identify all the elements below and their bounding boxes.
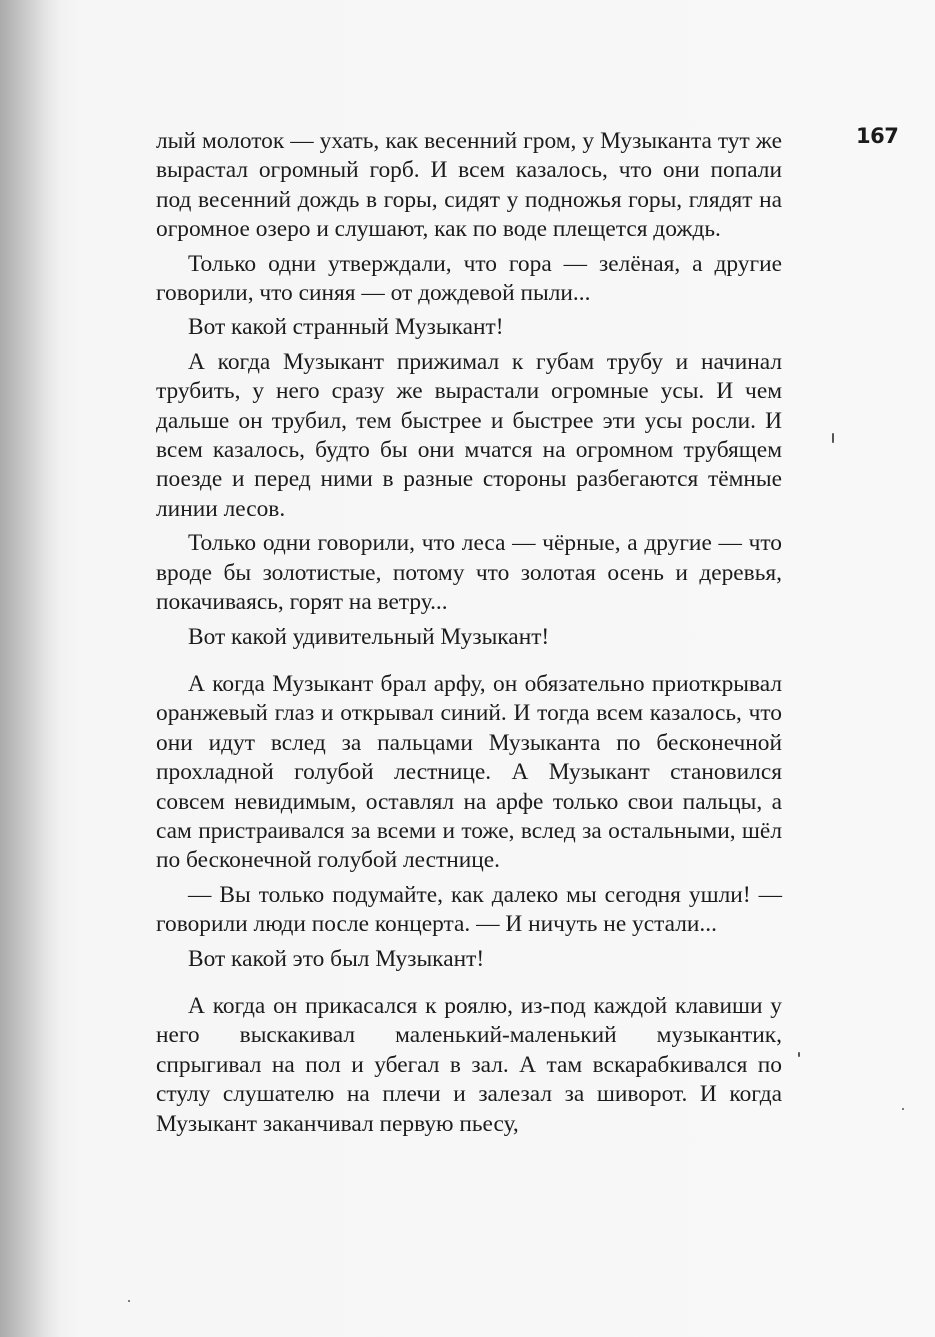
- paragraph: А когда Музыкант прижимал к губам трубу и начинал трубить, у него сразу же вырастали огромные усы. И чем дальше он трубил, тем быстрее и быстрее эти усы росли. И всем казалось, будто бы они мчатся на огромном трубящем поезде и перед ними в разные стороны разбегаются тёмные линии лесов.: [156, 348, 782, 522]
- scan-speck: [798, 1052, 800, 1057]
- paragraph: Только одни утверждали, что гора — зелёная, а другие говорили, что синяя — от дождевой пыли...: [156, 250, 782, 307]
- paragraph: лый молоток — ухать, как весенний гром, у Музыканта тут же вырастал огромный горб. И всем казалось, что они попали под весенний дождь в горы, сидят у подножья горы, глядят на огромное озеро и слушают, как по воде плещется дождь.: [156, 128, 782, 243]
- paragraph: Вот какой это был Музыкант!: [188, 945, 485, 972]
- scan-speck: [832, 433, 834, 443]
- body-text: [156, 127, 782, 1139]
- paragraph: Вот какой удивительный Музыкант!: [188, 623, 550, 650]
- scan-speck: [902, 1108, 904, 1110]
- page-number: 167: [856, 124, 899, 148]
- paragraph: — Вы только подумайте, как далеко мы сегодня ушли! — говорили люди после концерта. — И ничуть не устали...: [156, 881, 782, 938]
- paragraph: Только одни говорили, что леса — чёрные, а другие — что вроде бы золотистые, потому что золотая осень и деревья, покачиваясь, горят на ветру...: [156, 530, 782, 616]
- paragraph: А когда он прикасался к роялю, из-под каждой клавиши у него выскакивал маленький-маленький музыкантик, спрыгивал на пол и убегал в зал. А там вскарабкивался по стулу слушателю на плечи и залезал за шиворот. И когда Музыкант заканчивал первую пьесу,: [156, 992, 782, 1137]
- paragraph: Вот какой странный Музыкант!: [188, 314, 504, 341]
- scan-speck: [128, 1300, 130, 1302]
- paragraph: А когда Музыкант брал арфу, он обязательно приоткрывал оранжевый глаз и открывал синий. И тогда всем казалось, что они идут вслед за пальцами Музыканта по бесконечной прохладной голубой лестнице. А Музыкант становился совсем невидимым, оставлял на арфе только свои пальцы, а сам пристраивался за всеми и тоже, вслед за остальными, шёл по бесконечной голубой лестнице.: [156, 670, 782, 874]
- spine-shadow: [0, 0, 60, 1337]
